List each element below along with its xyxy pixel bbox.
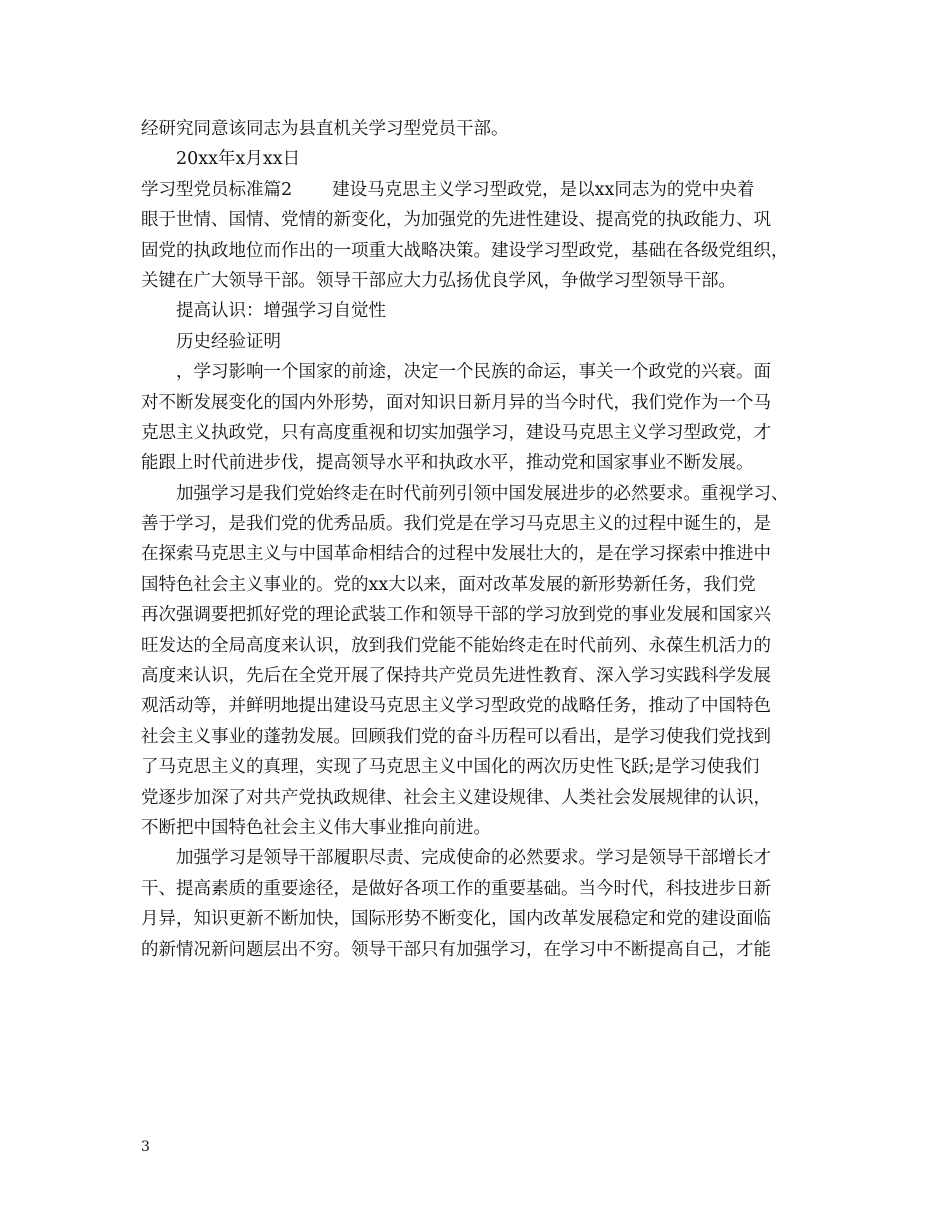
text-line: 在探索马克思主义与中国革命相结合的过程中发展壮大的，是在学习探索中推进中 (141, 544, 771, 565)
section-title: 学习型党员标准篇2 (141, 179, 293, 200)
text-line: 能跟上时代前进步伐，提高领导水平和执政水平，推动党和国家事业不断发展。 (141, 453, 754, 474)
text-line: 不断把中国特色社会主义伟大事业推向前进。 (141, 817, 491, 838)
text-line: 高度来认识，先后在全党开展了保持共产党员先进性教育、深入学习实践科学发展 (141, 666, 771, 687)
text-line: 旺发达的全局高度来认识，放到我们党能不能始终走在时代前列、永葆生机活力的 (141, 635, 771, 656)
text-line: 干、提高素质的重要途径，是做好各项工作的重要基础。当今时代，科技进步日新 (141, 878, 771, 899)
section-heading-line: 学习型党员标准篇2 建设马克思主义学习型政党，是以xx同志为的党中央着 (141, 179, 755, 200)
subheading-line: 提高认识：增强学习自觉性 (176, 301, 386, 322)
text-line: 加强学习是领导干部履职尽责、完成使命的必然要求。学习是领导干部增长才 (176, 848, 771, 869)
text-line: 社会主义事业的蓬勃发展。回顾我们党的奋斗历程可以看出，是学习使我们党找到 (141, 726, 771, 747)
text-line: 党逐步加深了对共产党执政规律、社会主义建设规律、人类社会发展规律的认识， (141, 787, 771, 808)
text-line: 克思主义执政党，只有高度重视和切实加强学习，建设马克思主义学习型政党，才 (141, 422, 771, 443)
text-line: 加强学习是我们党始终走在时代前列引领中国发展进步的必然要求。重视学习、 (176, 483, 789, 504)
text-line: 对不断发展变化的国内外形势，面对知识日新月异的当今时代，我们党作为一个马 (141, 392, 771, 413)
text-line: ，学习影响一个国家的前途，决定一个民族的命运，事关一个政党的兴衰。面 (176, 362, 771, 383)
text-line: 关键在广大领导干部。领导干部应大力弘扬优良学风，争做学习型领导干部。 (141, 270, 736, 291)
text-line: 善于学习，是我们党的优秀品质。我们党是在学习马克思主义的过程中诞生的，是 (141, 514, 771, 535)
text-line: 国特色社会主义事业的。党的xx大以来，面对改革发展的新形势新任务，我们党 (141, 574, 756, 595)
document-body (141, 114, 813, 965)
text-line: 固党的执政地位而作出的一项重大战略决策。建设学习型政党，基础在各级党组织， (141, 240, 789, 261)
text-line: 月异，知识更新不断加快，国际形势不断变化，国内改革发展稳定和党的建设面临 (141, 909, 771, 930)
text-line: 经研究同意该同志为县直机关学习型党员干部。 (141, 119, 509, 139)
text-line: 的新情况新问题层出不穷。领导干部只有加强学习，在学习中不断提高自己，才能 (141, 939, 771, 960)
text-line: 了马克思主义的真理，实现了马克思主义中国化的两次历史性飞跃;是学习使我们 (141, 757, 760, 778)
text-line: 眼于世情、国情、党情的新变化，为加强党的先进性建设、提高党的执政能力、巩 (141, 210, 771, 231)
page-number: 3 (141, 1139, 150, 1155)
text-line: 历史经验证明 (176, 331, 281, 352)
text-line: 观活动等，并鲜明地提出建设马克思主义学习型政党的战略任务，推动了中国特色 (141, 696, 771, 717)
text-line: 再次强调要把抓好党的理论武装工作和领导干部的学习放到党的事业发展和国家兴 (141, 605, 771, 626)
date-line: 20xx年x月xx日 (176, 149, 301, 170)
